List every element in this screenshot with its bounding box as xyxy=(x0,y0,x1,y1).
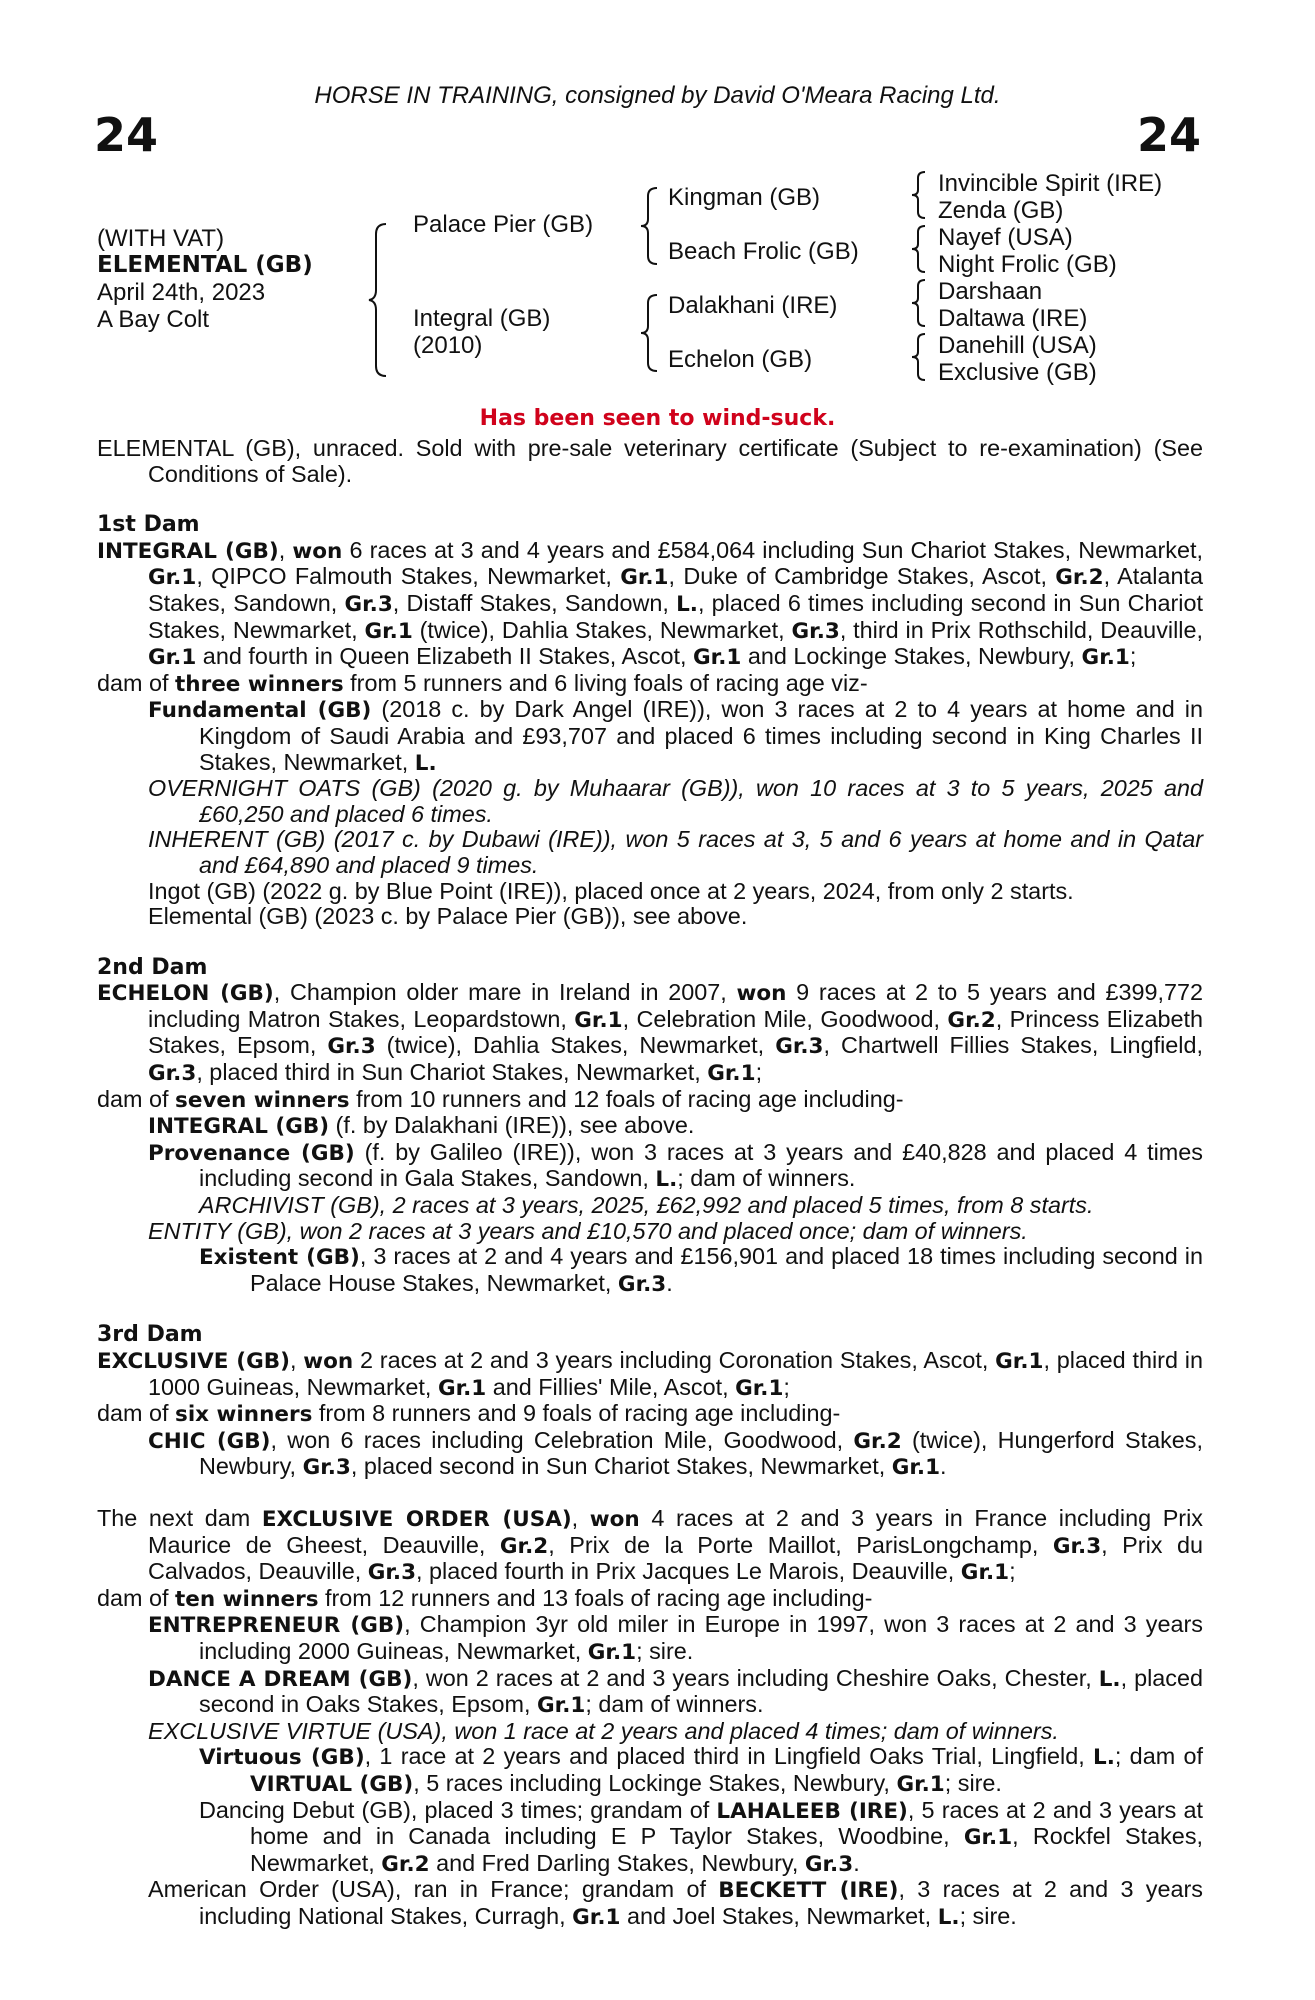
offspring-exclusive-virtue: EXCLUSIVE VIRTUE (USA), won 1 race at 2 years and placed 4 times; dam of winners. xyxy=(148,1717,1059,1744)
offspring-chic: CHIC (GB), won 6 races including Celebration Mile, Goodwood, Gr.2 (twice), Hungerford Stakes, Newbury, Gr.3, placed second in Sun Chariot Stakes, Newmarket, Gr.1. xyxy=(148,1426,1203,1481)
pedigree-brace-main xyxy=(366,222,390,378)
g3-dds: Danehill (USA) xyxy=(938,332,1097,359)
next-dam-produce-summary: dam of ten winners from 12 runners and 13 foals of racing age including- xyxy=(97,1584,873,1612)
pedigree-brace-sire xyxy=(638,186,660,266)
pedigree-brace-g3-2 xyxy=(908,224,928,274)
g3-sss: Invincible Spirit (IRE) xyxy=(938,170,1163,197)
offspring-dance-a-dream: DANCE A DREAM (GB), won 2 races at 2 and 3 years including Cheshire Oaks, Chester, L., placed second in Oaks Stakes, Epsom, Gr.1; dam of winners. xyxy=(148,1664,1203,1719)
lot-number-left: 24 xyxy=(94,108,159,162)
third-dam-produce-summary: dam of six winners from 8 runners and 9 foals of racing age including- xyxy=(97,1400,841,1428)
first-dam-heading: 1st Dam xyxy=(97,512,200,538)
dam-year: (2010) xyxy=(413,332,483,359)
catalogue-text xyxy=(97,436,1203,1930)
first-dam-produce-summary: dam of three winners from 5 runners and 6 living foals of racing age viz- xyxy=(97,669,868,697)
offspring-entrepreneur: ENTREPRENEUR (GB), Champion 3yr old miler in Europe in 1997, won 3 races at 2 and 3 years including 2000 Guineas, Newmarket, Gr.1; sire. xyxy=(148,1611,1203,1665)
g3-sdd: Night Frolic (GB) xyxy=(938,251,1117,278)
g3-ddd: Exclusive (GB) xyxy=(938,359,1097,386)
third-dam-record: EXCLUSIVE (GB), won 2 races at 2 and 3 years including Coronation Stakes, Ascot, Gr.1, placed third in 1000 Guineas, Newmarket, Gr.1 and Fillies' Mile, Ascot, Gr.1; xyxy=(97,1347,1203,1401)
second-dam-heading: 2nd Dam xyxy=(97,954,208,980)
offspring-elemental: Elemental (GB) (2023 c. by Palace Pier (GB)), see above. xyxy=(148,903,748,930)
horse-description: A Bay Colt xyxy=(97,306,210,333)
sire: Palace Pier (GB) xyxy=(413,211,594,238)
g3-ssd: Zenda (GB) xyxy=(938,197,1064,224)
pedigree-brace-g3-3 xyxy=(908,278,928,328)
pedigree-brace-dam xyxy=(638,293,660,373)
offspring-american-order: American Order (USA), ran in France; grandam of BECKETT (IRE), 3 races at 2 and 3 years including National Stakes, Curragh, Gr.1 and Joel Stakes, Newmarket, L.; sire. xyxy=(148,1876,1203,1930)
horse-info xyxy=(97,225,313,333)
vat-note: (WITH VAT) xyxy=(97,225,225,252)
won-label: won xyxy=(292,538,343,564)
offspring-existent: Existent (GB), 3 races at 2 and 4 years and £156,901 and placed 18 times including second in Palace House Stakes, Newmarket, Gr.3. xyxy=(199,1243,1203,1297)
pedigree-brace-g3-1 xyxy=(908,170,928,220)
sire-sire: Kingman (GB) xyxy=(668,184,821,211)
offspring-archivist: ARCHIVIST (GB), 2 races at 3 years, 2025, £62,992 and placed 5 times, from 8 starts. xyxy=(199,1192,1094,1219)
offspring-provenance: Provenance (GB) (f. by Galileo (IRE)), won 3 races at 3 years and £40,828 and placed 4 times including second in Gala Stakes, Sandown, L.; dam of winners. xyxy=(148,1138,1203,1193)
dam: Integral (GB) xyxy=(413,305,551,332)
g3-dss: Darshaan xyxy=(938,278,1043,305)
offspring-entity: ENTITY (GB), won 2 races at 3 years and £10,570 and placed once; dam of winners. xyxy=(148,1217,1028,1244)
dam-sire: Dalakhani (IRE) xyxy=(668,292,838,319)
third-dam-heading: 3rd Dam xyxy=(97,1322,203,1348)
offspring-virtuous: Virtuous (GB), 1 race at 2 years and placed third in Lingfield Oaks Trial, Lingfield, L.; dam of VIRTUAL (GB), 5 races including Lockinge Stakes, Newbury, Gr.1; sire. xyxy=(199,1743,1203,1797)
offspring-overnight-oats: OVERNIGHT OATS (GB) (2020 g. by Muhaarar (GB)), won 10 races at 3 to 5 years, 2025 and £60,250 and placed 6 times. xyxy=(148,775,1203,827)
offspring-integral: INTEGRAL (GB) (f. by Dalakhani (IRE)), see above. xyxy=(148,1112,695,1140)
horse-name: ELEMENTAL (GB) xyxy=(97,252,313,278)
pedigree-brace-g3-4 xyxy=(908,332,928,382)
second-dam-record: ECHELON (GB), Champion older mare in Ireland in 2007, won 9 races at 2 to 5 years and £399,772 including Matron Stakes, Leopardstown, Gr.1, Celebration Mile, Goodwood, Gr.2, Princess Elizabeth Stakes, Epsom, Gr.3 (twice), Dahlia Stakes, Newmarket, Gr.3, Chartwell Fillies Stakes, Lingfield, Gr.3, placed third in Sun Chariot Stakes, Newmarket, Gr.1; xyxy=(97,979,1204,1087)
foaling-date: April 24th, 2023 xyxy=(97,279,266,306)
g3-dsd: Daltawa (IRE) xyxy=(938,305,1088,332)
offspring-inherent: INHERENT (GB) (2017 c. by Dubawi (IRE)), won 5 races at 3, 5 and 6 years at home and in Qatar and £64,890 and placed 9 times. xyxy=(148,826,1203,878)
consignor-line: HORSE IN TRAINING, consigned by David O'Meara Racing Ltd. xyxy=(314,82,1001,109)
offspring-fundamental: Fundamental (GB) (2018 c. by Dark Angel (IRE)), won 3 races at 2 to 4 years at home and in Kingdom of Saudi Arabia and £93,707 and placed 6 times including second in King Charles II Stakes, Newmarket, L. xyxy=(148,696,1203,776)
next-dam-record: The next dam EXCLUSIVE ORDER (USA), won 4 races at 2 and 3 years in France including Prix Maurice de Gheest, Deauville, Gr.2, Prix de la Porte Maillot, ParisLongchamp, Gr.3, Prix du Calvados, Deauville, Gr.3, placed fourth in Prix Jacques Le Marois, Deauville, Gr.1; xyxy=(97,1504,1203,1586)
first-dam-record: INTEGRAL (GB), won 6 races at 3 and 4 years and £584,064 including Sun Chariot Stakes, Newmarket, Gr.1, QIPCO Falmouth Stakes, Newmarket, Gr.1, Duke of Cambridge Stakes, Ascot, Gr.2, Atalanta Stakes, Sandown, Gr.3, Distaff Stakes, Sandown, L., placed 6 times including second in Sun Chariot Stakes, Newmarket, Gr.1 (twice), Dahlia Stakes, Newmarket, Gr.3, third in Prix Rothschild, Deauville, Gr.1 and fourth in Queen Elizabeth II Stakes, Ascot, Gr.1 and Lockinge Stakes, Newbury, Gr.1; xyxy=(97,536,1204,671)
dam-dam: Echelon (GB) xyxy=(668,346,813,373)
offspring-dancing-debut: Dancing Debut (GB), placed 3 times; grandam of LAHALEEB (IRE), 5 races at 2 and 3 years at home and in Canada including E P Taylor Stakes, Woodbine, Gr.1, Rockfel Stakes, Newmarket, Gr.2 and Fred Darling Stakes, Newbury, Gr.3. xyxy=(199,1796,1204,1877)
sire-dam: Beach Frolic (GB) xyxy=(668,238,859,265)
lot-number-right: 24 xyxy=(1136,108,1201,162)
second-dam-produce-summary: dam of seven winners from 10 runners and 12 foals of racing age including- xyxy=(97,1085,904,1113)
intro-paragraph: ELEMENTAL (GB), unraced. Sold with pre-sale veterinary certificate (Subject to re-examination) (See Conditions of Sale). xyxy=(97,435,1203,487)
g3-sds: Nayef (USA) xyxy=(938,224,1073,251)
wind-suck-notice: Has been seen to wind-suck. xyxy=(479,406,836,431)
offspring-ingot: Ingot (GB) (2022 g. by Blue Point (IRE)), placed once at 2 years, 2024, from only 2 starts. xyxy=(148,877,1074,904)
dam-name: INTEGRAL (GB) xyxy=(97,538,279,564)
